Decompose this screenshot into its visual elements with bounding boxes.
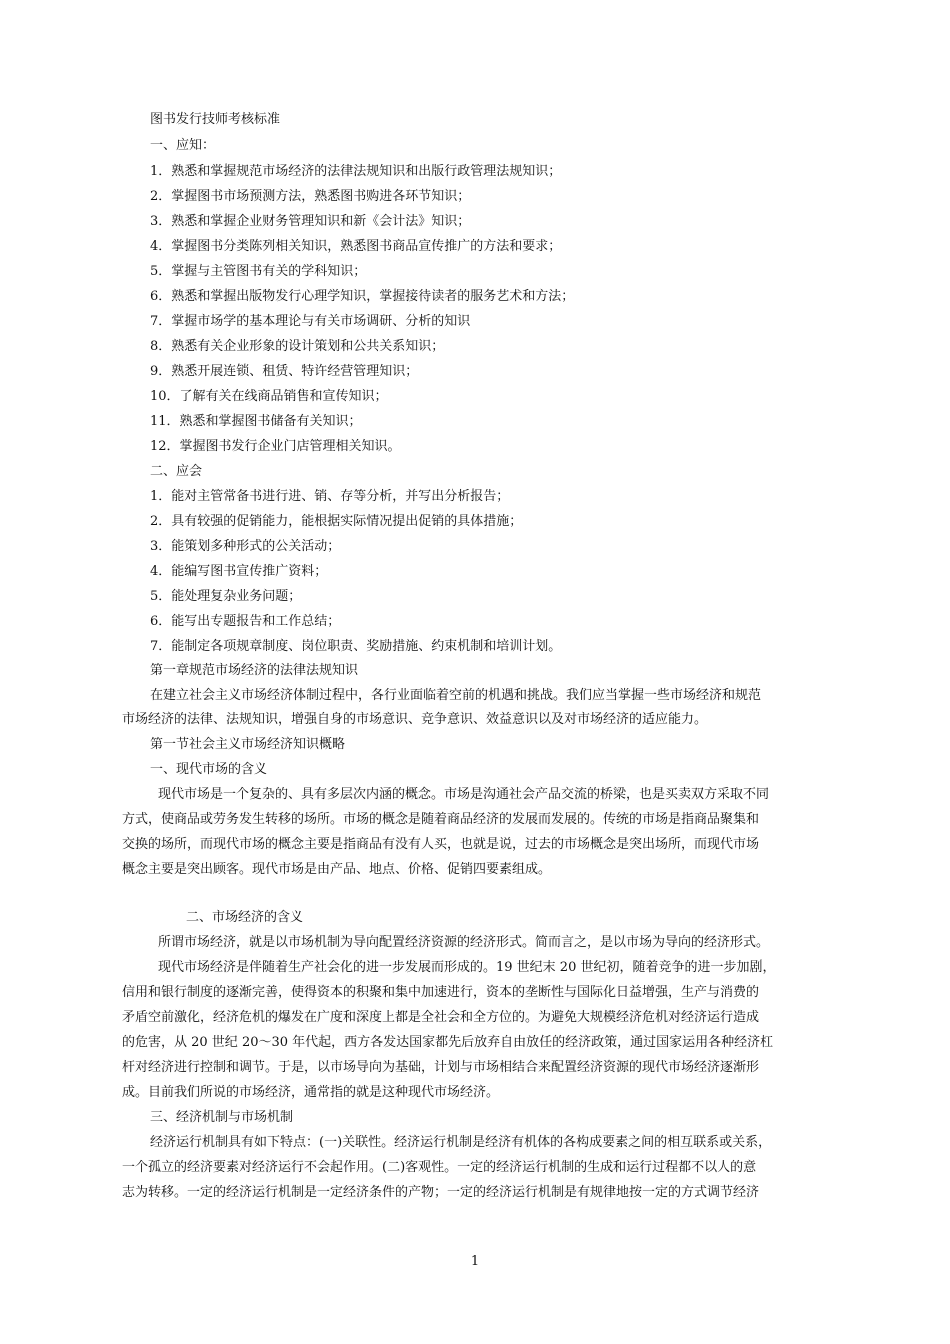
text-line: 杆对经济进行控制和调节。于是，以市场导向为基础，计划与市场相结合来配置经济资源的现代市场经济逐渐形: [122, 1060, 760, 1075]
text-line: 信用和银行制度的逐渐完善，使得资本的积聚和集中加速进行，资本的垄断性与国际化日益增强，生产与消费的: [122, 985, 760, 1000]
text-line: 方式，使商品或劳务发生转移的场所。市场的概念是随着商品经济的发展而发展的。传统的市场是指商品聚集和: [122, 812, 760, 827]
text-line: 概念主要是突出顾客。现代市场是由产品、地点、价格、促销四要素组成。: [122, 862, 552, 877]
text-line: 5．能处理复杂业务问题；: [150, 589, 302, 604]
text-line: 经济运行机制具有如下特点：(一)关联性。经济运行机制是经济有机体的各构成要素之间的相互联系或关系，: [150, 1135, 772, 1150]
text-line: 市场经济的法律、法规知识，增强自身的市场意识、竞争意识、效益意识以及对市场经济的适应能力。: [122, 712, 708, 727]
text-line: 二、应会: [150, 464, 203, 479]
text-line: 4．掌握图书分类陈列相关知识，熟悉图书商品宣传推广的方法和要求；: [150, 239, 562, 254]
text-line: 一个孤立的经济要素对经济运行不会起作用。(二)客观性。一定的经济运行机制的生成和运行过程都不以人的意: [122, 1160, 757, 1175]
text-line: 7．掌握市场学的基本理论与有关市场调研、分析的知识: [150, 314, 471, 329]
text-line: 一、应知：: [150, 138, 216, 153]
text-line: 6．熟悉和掌握出版物发行心理学知识，掌握接待读者的服务艺术和方法；: [150, 289, 575, 304]
text-line: 第一节社会主义市场经济知识概略: [150, 737, 346, 752]
text-line: 12．掌握图书发行企业门店管理相关知识。: [150, 439, 401, 454]
text-line: 志为转移。一定的经济运行机制是一定经济条件的产物；一定的经济运行机制是有规律地按一定的方式调节经济: [122, 1185, 760, 1200]
text-line: 三、经济机制与市场机制: [150, 1110, 294, 1125]
text-line: 一、现代市场的含义: [150, 762, 268, 777]
text-line: 交换的场所，而现代市场的概念主要是指商品有没有人买，也就是说，过去的市场概念是突出场所，而现代市场: [122, 837, 760, 852]
text-line: 在建立社会主义市场经济体制过程中，各行业面临着空前的机遇和挑战。我们应当掌握一些市场经济和规范: [150, 688, 762, 703]
text-line: 所谓市场经济，就是以市场机制为导向配置经济资源的经济形式。简而言之，是以市场为导向的经济形式。: [158, 935, 770, 950]
text-line: 7．能制定各项规章制度、岗位职责、奖励措施、约束机制和培训计划。: [150, 639, 562, 654]
document-title: 图书发行技师考核标准: [150, 112, 281, 127]
text-line: 9．熟悉开展连锁、租赁、特许经营管理知识；: [150, 364, 419, 379]
text-line: 二、市场经济的含义: [186, 910, 304, 925]
text-line: 3．能策划多种形式的公关活动；: [150, 539, 341, 554]
text-line: 3．熟悉和掌握企业财务管理知识和新《会计法》知识；: [150, 214, 471, 229]
text-line: 现代市场经济是伴随着生产社会化的进一步发展而形成的。19 世纪末 20 世纪初，随着竞争的进一步加剧，: [158, 960, 776, 975]
text-line: 2．具有较强的促销能力，能根据实际情况提出促销的具体措施；: [150, 514, 523, 529]
text-line: 现代市场是一个复杂的、具有多层次内涵的概念。市场是沟通社会产品交流的桥梁，也是买卖双方采取不同: [158, 787, 770, 802]
text-line: 1．能对主管常备书进行进、销、存等分析，并写出分析报告；: [150, 489, 510, 504]
text-line: 10．了解有关在线商品销售和宣传知识；: [150, 389, 388, 404]
text-line: 的危害，从 20 世纪 20～30 年代起，西方各发达国家都先后放弃自由放任的经济政策，通过国家运用各种经济杠: [122, 1035, 774, 1050]
page-number: 1: [470, 1254, 480, 1269]
text-line: 6．能写出专题报告和工作总结；: [150, 614, 341, 629]
text-line: 5．掌握与主管图书有关的学科知识；: [150, 264, 367, 279]
text-line: 2．掌握图书市场预测方法，熟悉图书购进各环节知识；: [150, 189, 471, 204]
text-line: 4．能编写图书宣传推广资料；: [150, 564, 328, 579]
text-line: 8．熟悉有关企业形象的设计策划和公共关系知识；: [150, 339, 445, 354]
text-line: 1．熟悉和掌握规范市场经济的法律法规知识和出版行政管理法规知识；: [150, 164, 562, 179]
text-line: 11．熟悉和掌握图书储备有关知识；: [150, 414, 362, 429]
text-line: 成。目前我们所说的市场经济，通常指的就是这种现代市场经济。: [122, 1085, 500, 1100]
text-line: 第一章规范市场经济的法律法规知识: [150, 663, 359, 678]
text-line: 矛盾空前激化，经济危机的爆发在广度和深度上都是全社会和全方位的。为避免大规模经济危机对经济运行造成: [122, 1010, 760, 1025]
